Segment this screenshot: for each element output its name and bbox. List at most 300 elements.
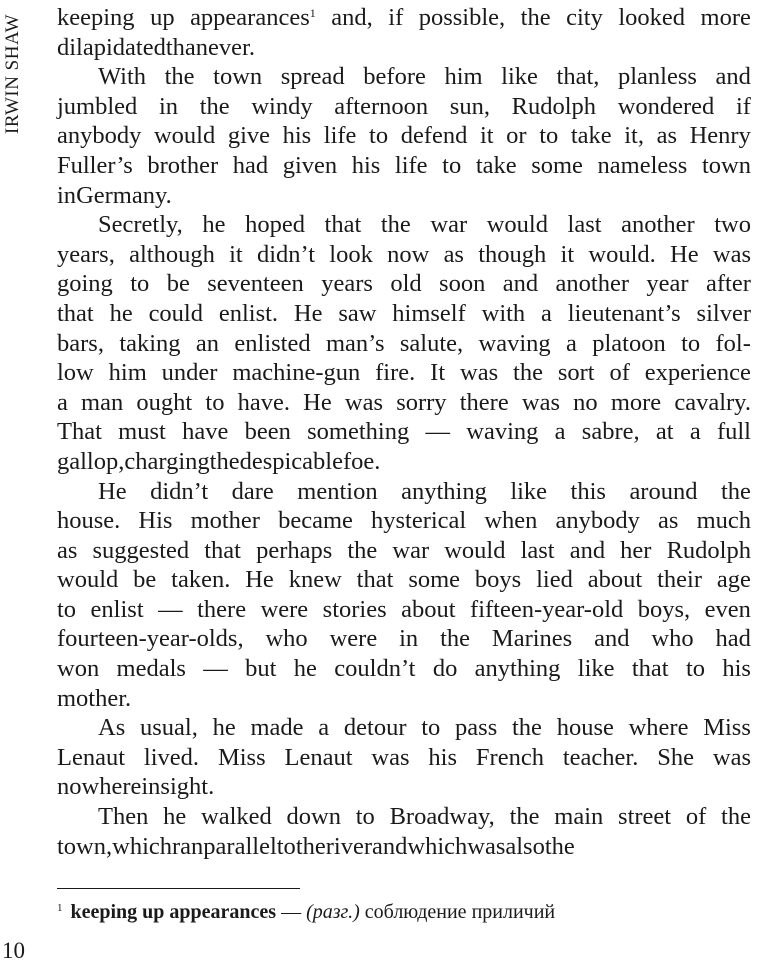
word: taking [119, 329, 181, 357]
word: the [721, 803, 751, 831]
word: as [57, 536, 78, 564]
word: also [505, 832, 545, 860]
text-line [57, 299, 751, 329]
word: a [57, 388, 68, 416]
word: anybody [57, 122, 142, 150]
word: his [351, 151, 381, 179]
word: foe. [343, 447, 381, 475]
word: Germany. [76, 181, 172, 209]
word: been [244, 418, 291, 446]
word: Henry [689, 122, 751, 150]
word: planless [617, 63, 697, 91]
word: had [715, 625, 751, 653]
word: boys [474, 566, 522, 594]
word: the [513, 359, 543, 387]
word: in [158, 92, 179, 120]
word: Rudolph [511, 92, 597, 120]
word: that [324, 211, 362, 239]
word: where [628, 714, 689, 742]
word: but [245, 655, 277, 683]
word: seventeen [207, 270, 304, 298]
word: boys, [637, 595, 691, 623]
word: her [620, 536, 652, 564]
word: he [109, 299, 133, 327]
word: something [307, 418, 410, 446]
footnote-note: (разг.) [306, 901, 360, 923]
footnote-term: keeping up appearances [70, 901, 277, 923]
word: be [166, 270, 190, 298]
word: and [569, 536, 606, 564]
word: Then [98, 803, 149, 831]
running-head: IRWIN SHAW [2, 14, 23, 135]
word: spread [280, 63, 345, 91]
word: was [467, 832, 506, 860]
word: life [323, 122, 357, 150]
word: a [541, 299, 552, 327]
word: now [387, 240, 430, 268]
word: Miss [217, 743, 266, 771]
word: in [141, 773, 161, 801]
word: their [657, 566, 702, 594]
word: river [325, 832, 372, 860]
word: platoon [592, 329, 666, 357]
word: though [478, 240, 547, 268]
word: hoped [245, 211, 305, 239]
text-line [57, 417, 751, 447]
word: although [129, 240, 215, 268]
word: year [646, 270, 689, 298]
word: a [318, 714, 330, 742]
word: it, [624, 122, 644, 150]
word: gallop, [57, 447, 125, 475]
word: taken. [171, 566, 231, 594]
word: the [440, 625, 471, 653]
word: town, [57, 832, 113, 860]
word: fire. [375, 359, 416, 387]
word: fifteen-year-old [470, 595, 624, 623]
word: Lenaut [57, 743, 126, 771]
word: to [355, 803, 375, 831]
word: lived. [143, 743, 200, 771]
word: Marines [491, 625, 573, 653]
word: like [510, 477, 548, 505]
text-line [57, 654, 751, 684]
word: usual, [139, 714, 198, 742]
word: would [444, 536, 506, 564]
word: fol- [715, 329, 751, 357]
word: house [556, 714, 614, 742]
word: full [716, 418, 751, 446]
word: teacher. [562, 743, 639, 771]
word: possible, [418, 4, 506, 31]
word: last [567, 211, 602, 239]
word: Miss [703, 714, 751, 742]
word: would [153, 122, 216, 150]
word: enlist. [218, 299, 279, 327]
word: ever. [208, 33, 255, 61]
word: another [555, 270, 629, 298]
word: some [408, 566, 461, 594]
word: sorry [396, 388, 447, 416]
word: war [392, 536, 430, 564]
word: machine-gun [232, 359, 361, 387]
word: Lenaut [284, 743, 353, 771]
word: nowhere [57, 773, 142, 801]
word: soon [439, 270, 486, 298]
word: salute, [399, 329, 464, 357]
word: dilapidated [57, 33, 166, 61]
word: himself [392, 299, 466, 327]
word: more [610, 388, 662, 416]
word: sun, [449, 92, 490, 120]
word: a [554, 418, 566, 446]
word: about [401, 595, 456, 623]
word: street [618, 803, 672, 831]
word: of [609, 359, 630, 387]
word: main [554, 803, 604, 831]
text-line [57, 447, 751, 477]
word: experience [644, 359, 751, 387]
word: given [282, 151, 338, 179]
word: much [696, 507, 751, 535]
word: like [501, 63, 538, 91]
word: it [229, 240, 243, 268]
word: mother [190, 507, 260, 535]
word: She [657, 743, 694, 771]
word: anything [474, 655, 561, 683]
word: was [344, 388, 384, 416]
word: and [594, 625, 630, 653]
word: suggested [92, 536, 190, 564]
word: fourteen-year-olds, [57, 625, 244, 653]
text-line [57, 33, 751, 63]
word: bars, [57, 329, 104, 357]
word: His [138, 507, 173, 535]
word: knew [288, 566, 342, 594]
word: — [425, 418, 450, 446]
word: as [656, 122, 678, 150]
word: were [260, 595, 309, 623]
word: before [363, 63, 426, 91]
word: years, [57, 240, 115, 268]
word: city [566, 4, 603, 31]
word: dare [231, 477, 274, 505]
word: mother. [57, 684, 132, 712]
word: defend [400, 122, 468, 150]
word: give [227, 122, 270, 150]
word: at [655, 418, 674, 446]
word: sight. [160, 773, 215, 801]
word: mention [297, 477, 378, 505]
word: enlist [90, 595, 144, 623]
word: became [278, 507, 353, 535]
word: he [202, 211, 226, 239]
footnote-translation: соблюдение приличий [364, 901, 556, 923]
word: an [195, 329, 220, 357]
word: That [57, 418, 102, 446]
word: wondered [617, 92, 715, 120]
word: — [158, 595, 183, 623]
word: and, [331, 4, 373, 31]
word: low [57, 359, 94, 387]
word: brother [147, 151, 219, 179]
text-body [57, 3, 751, 861]
word: look [329, 240, 373, 268]
word: man’s [325, 329, 385, 357]
word: silver [696, 299, 751, 327]
text-line [57, 358, 751, 388]
text-line [57, 595, 751, 625]
word: him [444, 63, 483, 91]
word: and [372, 832, 408, 860]
word: to [57, 595, 77, 623]
text-line [57, 802, 751, 832]
word: the [295, 832, 326, 860]
word: man [81, 388, 124, 416]
word: the [512, 714, 542, 742]
word: years [321, 270, 373, 298]
word: to [681, 329, 701, 357]
word: his [282, 122, 312, 150]
word: would [486, 211, 548, 239]
word: didn’t [256, 240, 316, 268]
word: the [380, 211, 411, 239]
word: than [165, 33, 209, 61]
word: sort [557, 359, 595, 387]
word: there [197, 595, 247, 623]
word: there [459, 388, 509, 416]
word: and [715, 63, 751, 91]
word: life [394, 151, 428, 179]
word: lied [536, 566, 573, 594]
text-line [57, 329, 751, 359]
word: He [670, 240, 699, 268]
word: a [689, 418, 701, 446]
word: that [204, 536, 241, 564]
word: this [570, 477, 606, 505]
word: the [164, 63, 195, 91]
word: to [685, 655, 706, 683]
word: he [212, 714, 236, 742]
footnote-dash: — [281, 901, 302, 923]
word: the [509, 803, 540, 831]
word: to [539, 122, 559, 150]
text-line [57, 832, 751, 862]
word: He [303, 388, 332, 416]
word: With [98, 63, 147, 91]
text-line [57, 536, 751, 566]
word: to [442, 151, 462, 179]
word: was [712, 743, 751, 771]
word: pass [455, 714, 498, 742]
word: in [399, 625, 419, 653]
footnote-ref: 1 [309, 6, 316, 20]
word: to [421, 714, 441, 742]
word: his [722, 655, 751, 683]
footnote [57, 899, 555, 928]
word: if [735, 92, 751, 120]
word: be [133, 566, 157, 594]
text-line [57, 181, 751, 211]
word: It [430, 359, 446, 387]
word: last [520, 536, 555, 564]
word: a [566, 329, 577, 357]
text-line [57, 92, 751, 122]
text-line [57, 269, 751, 299]
word: more [700, 4, 751, 31]
text-line [57, 772, 751, 802]
word: afternoon [334, 92, 429, 120]
word: jumbled [57, 92, 138, 120]
word: won [57, 655, 100, 683]
text-line [57, 121, 751, 151]
text-line [57, 62, 751, 92]
word: as [443, 240, 464, 268]
word: take [570, 122, 612, 150]
word: to [369, 122, 389, 150]
word: ought [136, 388, 193, 416]
word: as [658, 507, 679, 535]
word: around [629, 477, 698, 505]
word: would [57, 566, 119, 594]
word: another [621, 211, 695, 239]
word: have. [237, 388, 290, 416]
word: medals [116, 655, 186, 683]
word: the [520, 4, 551, 31]
word: stories [322, 595, 387, 623]
word: it [560, 240, 575, 268]
word: the [199, 92, 230, 120]
word: walked [201, 803, 272, 831]
word: As [98, 714, 126, 742]
word: had [232, 151, 269, 179]
text-line [57, 743, 751, 773]
word: that [57, 299, 94, 327]
word: after [705, 270, 751, 298]
word: who [651, 625, 694, 653]
word: with [481, 299, 526, 327]
word: Broadway, [389, 803, 495, 831]
word: ran [172, 832, 204, 860]
word: Rudolph [666, 536, 751, 564]
word: town [213, 63, 263, 91]
word: he [293, 655, 317, 683]
text-line [57, 3, 751, 33]
word: must [118, 418, 166, 446]
word: that [356, 566, 394, 594]
word: when [484, 507, 538, 535]
text-line [57, 684, 751, 714]
word: in [57, 181, 77, 209]
word: the [209, 447, 240, 475]
word: him [108, 359, 147, 387]
word: the [347, 536, 378, 564]
word: could [148, 299, 203, 327]
footnote-marker: 1 [57, 902, 63, 914]
word: to [130, 270, 150, 298]
word: like [577, 655, 615, 683]
word: was [371, 743, 410, 771]
text-line [57, 151, 751, 181]
text-line [57, 477, 751, 507]
word: that, [556, 63, 600, 91]
word: his [428, 743, 458, 771]
word: anything [401, 477, 487, 505]
word: — [203, 655, 228, 683]
word: detour [343, 714, 407, 742]
word: have [182, 418, 229, 446]
word: saw [338, 299, 377, 327]
word: perhaps [256, 536, 333, 564]
word: appearances$^1$ [190, 4, 316, 31]
text-line [57, 388, 751, 418]
word: windy [251, 92, 313, 120]
word: He [293, 299, 323, 327]
word: he [163, 803, 187, 831]
word: if [388, 4, 404, 31]
text-line [57, 624, 751, 654]
word: town [701, 151, 751, 179]
word: Secretly, [98, 211, 183, 239]
word: no [573, 388, 598, 416]
word: of [685, 803, 707, 831]
text-line [57, 506, 751, 536]
word: keeping [57, 4, 135, 31]
word: would. [588, 240, 656, 268]
word: or [506, 122, 527, 150]
word: He [245, 566, 274, 594]
word: were [329, 625, 378, 653]
word: sabre, [581, 418, 640, 446]
word: to [205, 388, 225, 416]
word: it [479, 122, 494, 150]
word: war [430, 211, 468, 239]
word: despicable [239, 447, 343, 475]
text-line [57, 240, 751, 270]
word: to [276, 832, 296, 860]
text-line [57, 210, 751, 240]
word: the [720, 477, 751, 505]
word: looked [618, 4, 686, 31]
word: waving [478, 329, 551, 357]
word: some [531, 151, 583, 179]
word: French [475, 743, 544, 771]
word: anybody [555, 507, 640, 535]
word: under [161, 359, 218, 387]
word: enlisted [234, 329, 311, 357]
word: made [250, 714, 304, 742]
word: which [112, 832, 172, 860]
word: take [475, 151, 517, 179]
word: and [502, 270, 539, 298]
word: cavalry. [674, 388, 751, 416]
word: hysterical [371, 507, 467, 535]
word: nameless [597, 151, 688, 179]
word: that [631, 655, 669, 683]
word: old [390, 270, 422, 298]
word: parallel [203, 832, 277, 860]
word: was [712, 240, 751, 268]
word: He [98, 477, 127, 505]
word: lieutenant’s [567, 299, 681, 327]
word: couldn’t [334, 655, 416, 683]
word: the [544, 832, 575, 860]
word: about [587, 566, 643, 594]
word: didn’t [150, 477, 209, 505]
word: Fuller’s [57, 151, 133, 179]
word: who [265, 625, 308, 653]
word: waving [466, 418, 539, 446]
